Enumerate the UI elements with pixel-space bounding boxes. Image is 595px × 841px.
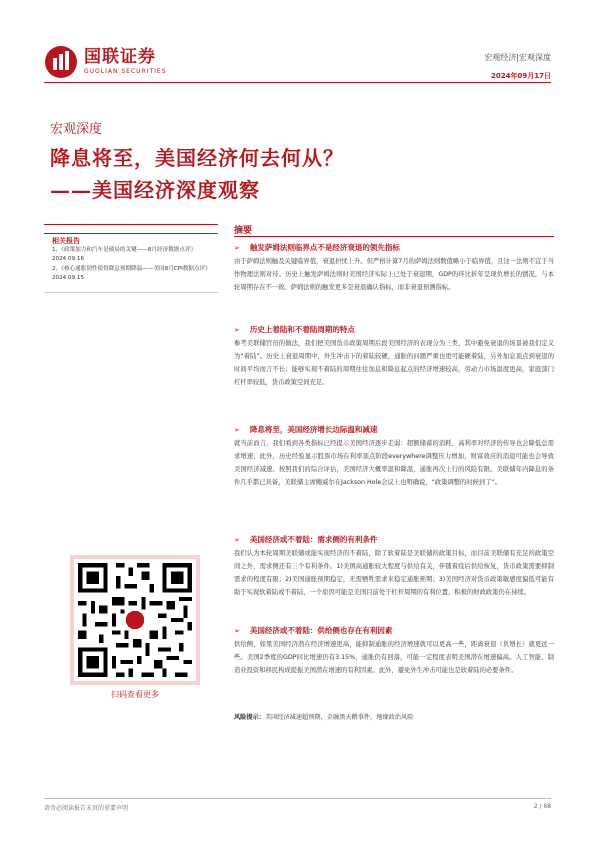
section-body-3: 就当前而言，我们看到各类指标已经提示美国经济逐步走弱：超额储蓄的消耗、高利率对经济的传导也会降低总需求增速；此外，历史经验显示股票市场在利率顶点阶段everywhere调整压力增加，财富效应的消退可能也会导致美国经济减速。按照我们的综合评估，美国经济大概率温和降温，通胀再次上行的风险有限。美联储年内降息的条件几乎都已具备，美联储主席鲍威尔在Jackson Hole会议上也明确说，“政策调整的时候到了”。 <box>234 440 554 486</box>
qr-caption: 扫码查看更多 <box>111 690 159 699</box>
section-heading-text: 美国经济或不着陆：供给侧也存在有利因素 <box>249 626 393 635</box>
section-body-4: 我们认为本轮周期美联储或能实现经济的不着陆，除了软着陆是美联储的政策目标，而目前美联储有充足的政策空间之外，需求侧还有三个有利条件。1)美国高通胀较大程度与供给有关，伴随着疫后供给恢复，货币政策需要抑制需求的程度有限；2)美国通胀预期稳定，无需牺牲需求来稳定通胀预期；3)美国经济对货币政策敏感度偏低可能有助于实现软着陆或不着陆，一个原因可能是美国目前处于杠杆周期的有利位置，积极的财政政策仍在持续。 <box>234 550 554 596</box>
section-heading-3 <box>234 424 377 435</box>
sidebar-top-divider <box>44 224 218 225</box>
risk-warning <box>234 712 554 721</box>
brand-logo <box>44 42 194 82</box>
abstract-divider <box>234 236 554 237</box>
section-body-1: 由于萨姆法则触及关键临界值，衰退担忧上升。但严格计算7月的萨姆法则数值略小于临界值，且这一法则不宜于当作物理法则对待。历史上触发萨姆法则时美国经济实际上已处于衰退期，GDP的环比折年呈现负增长的情况，与本轮周期存在不一致。萨姆法则的触发更多是衰退确认指标，而非衰退预测指标。 <box>234 258 554 291</box>
header-meta <box>484 52 551 81</box>
bullet-arrow-icon: ➢ <box>234 243 240 252</box>
section-heading-1 <box>234 242 400 253</box>
page-title <box>50 142 344 206</box>
qr-code[interactable] <box>70 555 200 685</box>
bullet-arrow-icon: ➢ <box>234 535 240 544</box>
section-heading-2 <box>234 324 355 335</box>
report-date: 2024年09月17日 <box>491 72 551 80</box>
related-reports-list <box>52 246 214 284</box>
related-reports-heading: 相关报告 <box>52 237 80 245</box>
guolian-logo-icon <box>44 45 78 79</box>
brand-name-cn: 国联证券 <box>84 47 156 67</box>
section-heading-5 <box>234 625 392 636</box>
title-line-1: 降息将至，美国经济何去何从？ <box>50 146 344 170</box>
abstract-heading: 摘要 <box>234 226 253 236</box>
section-heading-text: 触发萨姆法则临界点不是经济衰退的领先指标 <box>249 243 400 252</box>
section-heading-text: 美国经济或不着陆：需求侧的有利条件 <box>249 535 378 544</box>
sidebar-sub-divider <box>44 233 218 234</box>
section-body-2: 参考美联储官员的做法，我们把美国货币政策周期后段美国经济的表现分为三类，其中避免衰退的场景被我们定义为“着陆”。历史上衰退周期中，外生冲击下的着陆较硬，通胀的问题严重也更可能硬着陆，另外加息顶点到衰退的时间平均而言不长；能够实现不着陆的周期往往加息和降息起点的经济增速较高，劳动力市场温度更高，家庭部门杠杆率较低，货币政策空间充足。 <box>234 340 554 386</box>
bullet-arrow-icon: ➢ <box>234 325 240 334</box>
bullet-arrow-icon: ➢ <box>234 425 240 434</box>
section-heading-text: 历史上着陆和不着陆周期的特点 <box>249 325 355 334</box>
title-line-2: ——美国经济深度观察 <box>50 178 260 202</box>
related-report-item[interactable]: 2、《核心通胀韧性使得降息预期降温——美国8月CPI数据点评》2024.09.15 <box>52 266 211 281</box>
sidebar-bottom-divider <box>44 292 218 293</box>
section-heading-text: 降息将至，美国经济增长边际温和减速 <box>249 425 378 434</box>
section-heading-4 <box>234 534 377 545</box>
footer-divider <box>44 798 551 799</box>
related-report-item[interactable]: 1、《政策加力和汽车是破局的关键——8月经济数据点评》2024.09.16 <box>52 247 197 262</box>
footer-disclaimer: 请务必阅读报告末页的重要声明 <box>44 805 129 812</box>
risk-text: 美国经济减速超预期，金融黑天鹅事件，地缘政治风险 <box>264 714 414 721</box>
report-category: 宏观经济|宏观深度 <box>484 53 551 62</box>
risk-label: 风险提示： <box>234 714 265 721</box>
brand-name-en: GUOLIAN SECURITIES <box>84 68 167 75</box>
page-number: 2 / 68 <box>533 803 551 810</box>
header-divider <box>44 82 551 83</box>
section-body-5: 供给侧，如果美国经济潜在经济增速更高，能抑制通胀的经济增速就可以更高一些，距离衰退（负增长）就更远一些。美国2季度的GDP同比增速仍有3.15%，通胀仍有回落，可能一定程度表明美国潜在增速偏高。人工智能、制造业投资和移民构成提振美国潜在增速的有利因素。此外，避免外生冲击可能也是软着陆的必要条件。 <box>234 641 554 674</box>
document-type: 宏观深度 <box>50 122 103 137</box>
bullet-arrow-icon: ➢ <box>234 626 240 635</box>
qr-code-icon <box>74 559 196 681</box>
